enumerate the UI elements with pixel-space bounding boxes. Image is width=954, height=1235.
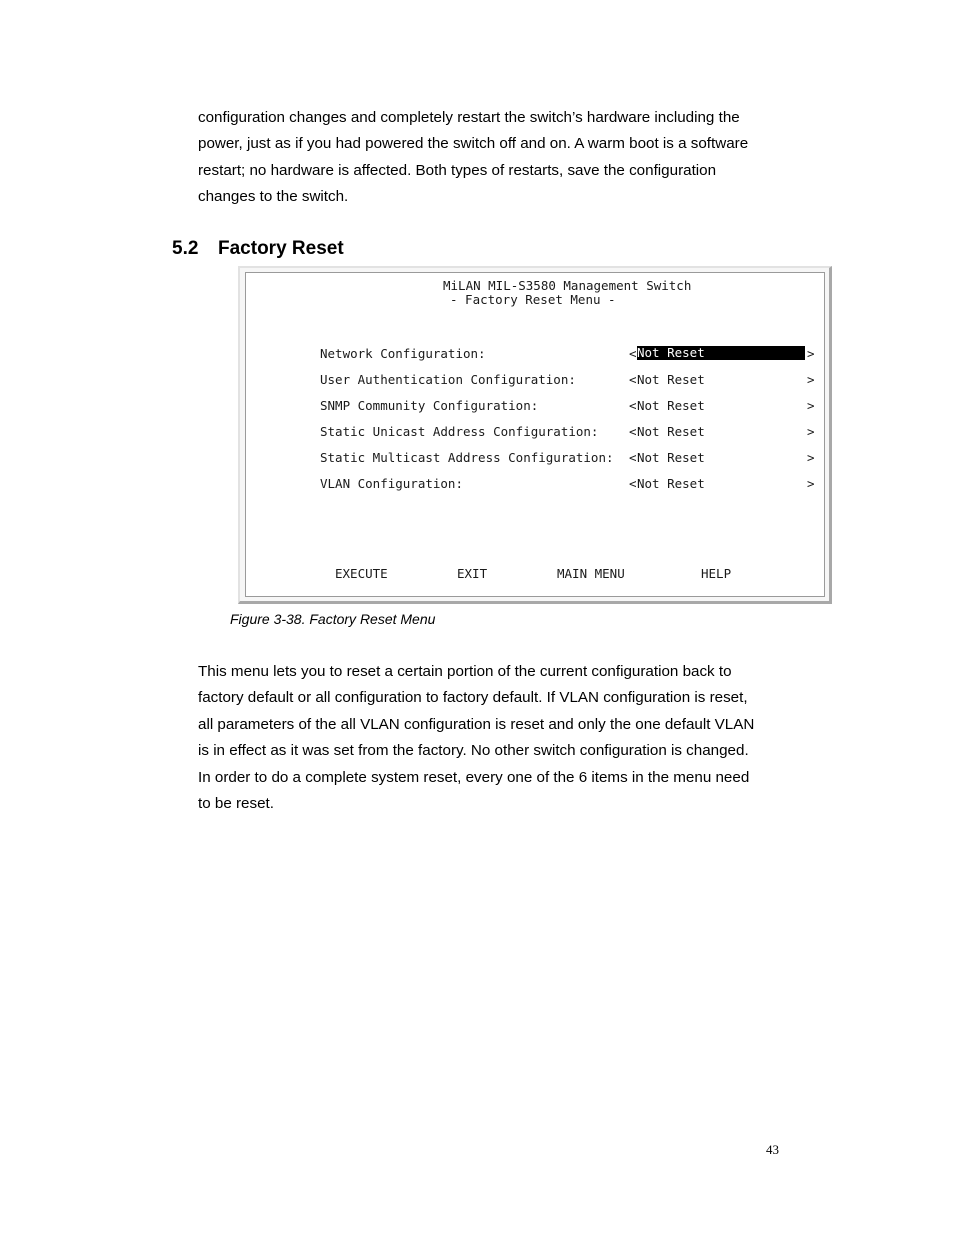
terminal-screen: [245, 272, 825, 597]
text-line: In order to do a complete system reset, every one of the 6 items in the menu need: [198, 768, 750, 786]
value-open-bracket: <: [629, 372, 637, 387]
value-close-bracket: >: [807, 450, 815, 465]
intro-paragraph: [198, 105, 798, 211]
text-line: is in effect as it was set from the factory. No other switch configuration is changed.: [198, 742, 749, 760]
vlan-config-value[interactable]: [629, 476, 815, 491]
exit-button[interactable]: EXIT: [457, 566, 488, 581]
terminal-subtitle: - Factory Reset Menu -: [450, 292, 616, 307]
value-close-bracket: >: [807, 476, 815, 491]
execute-button[interactable]: EXECUTE: [335, 566, 388, 581]
vlan-config-label: VLAN Configuration:: [320, 476, 463, 491]
static-unicast-config-value[interactable]: [629, 424, 815, 439]
text-line: factory default or all configuration to factory default. If VLAN configuration is reset,: [198, 689, 748, 707]
value-close-bracket: >: [807, 372, 815, 387]
help-button[interactable]: HELP: [701, 566, 732, 581]
value-text: Not Reset: [637, 398, 705, 413]
user-auth-config-value[interactable]: [629, 372, 815, 387]
main-menu-button[interactable]: MAIN MENU: [557, 566, 625, 581]
section-heading: [172, 238, 344, 260]
network-config-label: Network Configuration:: [320, 346, 486, 361]
text-line: changes to the switch.: [198, 188, 349, 206]
terminal-title: MiLAN MIL-S3580 Management Switch: [443, 278, 692, 293]
value-open-bracket: <: [629, 398, 637, 413]
text-line: configuration changes and completely restart the switch’s hardware including the: [198, 109, 740, 126]
factory-reset-screenshot: [238, 266, 832, 604]
network-config-value[interactable]: [629, 345, 815, 361]
text-line: restart; no hardware is affected. Both types of restarts, save the configuration: [198, 161, 717, 179]
section-number: 5.2: [172, 238, 199, 259]
static-multicast-config-value[interactable]: [629, 450, 815, 465]
snmp-community-config-label: SNMP Community Configuration:: [320, 398, 539, 413]
user-auth-config-label: User Authentication Configuration:: [320, 372, 576, 387]
value-text: Not Reset: [637, 476, 705, 491]
text-line: This menu lets you to reset a certain portion of the current configuration back to: [198, 663, 732, 680]
value-open-bracket: <: [629, 424, 637, 439]
value-close-bracket: >: [807, 398, 815, 413]
value-text: Not Reset: [637, 372, 705, 387]
text-line: all parameters of the all VLAN configuration is reset and only the one default VLAN: [198, 715, 755, 733]
static-multicast-config-label: Static Multicast Address Configuration:: [320, 450, 614, 465]
snmp-community-config-value[interactable]: [629, 398, 815, 413]
value-close-bracket: >: [807, 346, 815, 361]
value-text: Not Reset: [637, 450, 705, 465]
value-close-bracket: >: [807, 424, 815, 439]
value-open-bracket: <: [629, 450, 637, 465]
page-number: 43: [766, 1142, 779, 1157]
value-open-bracket: <: [629, 346, 637, 361]
text-line: power, just as if you had powered the switch off and on. A warm boot is a software: [198, 135, 749, 153]
section-title: Factory Reset: [218, 238, 344, 259]
value-text: Not Reset: [637, 346, 805, 360]
value-open-bracket: <: [629, 476, 637, 491]
static-unicast-config-label: Static Unicast Address Configuration:: [320, 424, 599, 439]
value-text: Not Reset: [637, 424, 705, 439]
figure-caption: Figure 3-38. Factory Reset Menu: [230, 611, 436, 627]
text-line: to be reset.: [198, 795, 274, 813]
description-paragraph: [198, 659, 798, 817]
